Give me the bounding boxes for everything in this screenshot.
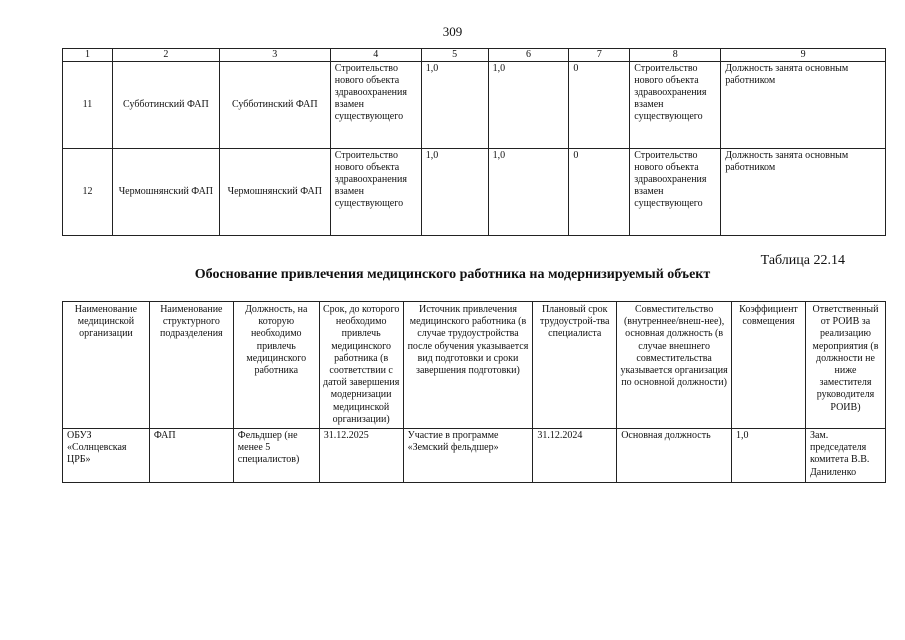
source-cell: Участие в программе «Земский фельдшер» [403,429,533,483]
unit-name: Субботинский ФАП [219,62,330,149]
section-title: Обоснование привлечения медицинского работника на модернизируемый объект [194,267,711,282]
value-cell: 1,0 [488,62,569,149]
table1-header-row [63,49,886,62]
status-cell: Должность занята основным работником [721,62,886,149]
table2-header: Срок, до которого необходимо привлечь медицинского работника (в соответствии с датой завершения модернизации медицинской организации) [319,302,403,429]
action-cell: Строительство нового объекта здравоохранения взамен существующего [330,149,421,236]
table-facilities [62,48,886,236]
table2-header: Источник привлечения медицинского работника (в случае трудоустройства после обучения указывается вид подготовки и сроки завершения подготовки) [403,302,533,429]
coefficient-cell: 1,0 [732,429,806,483]
action-cell: Строительство нового объекта здравоохранения взамен существующего [330,62,421,149]
table-row [63,429,886,483]
org-name: Субботинский ФАП [112,62,219,149]
org-name: Чермошнянский ФАП [112,149,219,236]
table1-header: 4 [330,49,421,62]
position-cell: Фельдшер (не менее 5 специалистов) [233,429,319,483]
table1-header: 6 [488,49,569,62]
value-cell: 0 [569,149,630,236]
table1-header: 7 [569,49,630,62]
table1-header: 3 [219,49,330,62]
table2-header-row [63,302,886,429]
unit-name: ФАП [149,429,233,483]
combination-cell: Основная должность [617,429,732,483]
value-cell: 1,0 [488,149,569,236]
value-cell: 1,0 [421,62,488,149]
table-staffing [62,301,886,483]
value-cell: 0 [569,62,630,149]
row-number: 12 [63,149,113,236]
responsible-cell: Зам. председателя комитета В.В. Даниленко [805,429,885,483]
action-cell: Строительство нового объекта здравоохранения взамен существующего [630,62,721,149]
table-caption: Таблица 22.14 [760,253,845,268]
page-number: 309 [442,24,463,39]
status-cell: Должность занята основным работником [721,149,886,236]
table1-header: 9 [721,49,886,62]
deadline-cell: 31.12.2025 [319,429,403,483]
table2-header: Ответственный от РОИВ за реализацию мероприятия (в должности не ниже заместителя руководителя РОИВ) [805,302,885,429]
table1-header: 5 [421,49,488,62]
value-cell: 1,0 [421,149,488,236]
table2-header: Коэффициент совмещения [732,302,806,429]
table1-header: 1 [63,49,113,62]
unit-name: Чермошнянский ФАП [219,149,330,236]
table2-header: Наименование медицинской организации [63,302,150,429]
table2-header: Должность, на которую необходимо привлечь медицинского работника [233,302,319,429]
table2-header: Наименование структурного подразделения [149,302,233,429]
row-number: 11 [63,62,113,149]
action-cell: Строительство нового объекта здравоохранения взамен существующего [630,149,721,236]
table-row [63,62,886,149]
org-name: ОБУЗ «Солнцевская ЦРБ» [63,429,150,483]
table1-header: 8 [630,49,721,62]
table2-header: Совместительство (внутреннее/внеш-нее), основная должность (в случае внешнего совместительства указывается организация по основной должности) [617,302,732,429]
table1-header: 2 [112,49,219,62]
table-row [63,149,886,236]
planned-date-cell: 31.12.2024 [533,429,617,483]
table2-header: Плановый срок трудоустрой-тва специалиста [533,302,617,429]
